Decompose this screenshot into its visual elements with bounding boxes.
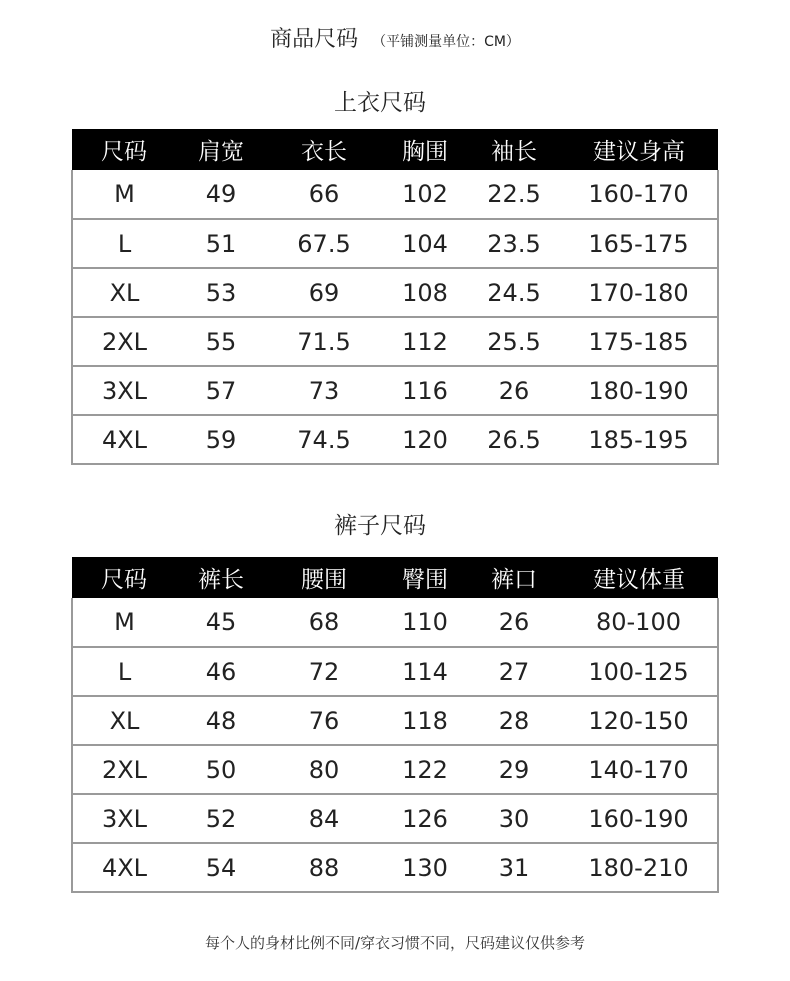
table-cell: 24.5	[468, 268, 560, 317]
column-header: 裤口	[468, 557, 560, 598]
table-cell: 160-190	[560, 794, 718, 843]
table-row	[72, 647, 718, 696]
table-cell: XL	[72, 696, 176, 745]
column-header: 臀围	[382, 557, 468, 598]
table-cell: 88	[266, 843, 382, 892]
table-cell: 116	[382, 366, 468, 415]
table-cell: 26	[468, 598, 560, 647]
table-cell: 28	[468, 696, 560, 745]
table-cell: 175-185	[560, 317, 718, 366]
table-row	[72, 598, 718, 647]
table-cell: 69	[266, 268, 382, 317]
table-row	[72, 794, 718, 843]
page-title	[0, 22, 790, 53]
table-cell: 122	[382, 745, 468, 794]
table-row	[72, 366, 718, 415]
table-cell: 180-190	[560, 366, 718, 415]
table-cell: 74.5	[266, 415, 382, 464]
column-header: 建议体重	[560, 557, 718, 598]
table-cell: 185-195	[560, 415, 718, 464]
table-cell: 102	[382, 170, 468, 219]
table-cell: 76	[266, 696, 382, 745]
table-cell: 57	[176, 366, 266, 415]
pants-size-title: 裤子尺码	[334, 513, 426, 539]
pants-size-table	[71, 557, 719, 893]
table-cell: 59	[176, 415, 266, 464]
table-cell: 170-180	[560, 268, 718, 317]
table-cell: 72	[266, 647, 382, 696]
column-header: 胸围	[382, 129, 468, 170]
unit-note: （平铺测量单位：CM）	[372, 34, 520, 50]
table-cell: 68	[266, 598, 382, 647]
table-cell: 54	[176, 843, 266, 892]
table-cell: M	[72, 598, 176, 647]
table-cell: 30	[468, 794, 560, 843]
table-cell: 23.5	[468, 219, 560, 268]
top-size-title: 上衣尺码	[334, 90, 426, 116]
table-cell: 160-170	[560, 170, 718, 219]
table-cell: 51	[176, 219, 266, 268]
column-header: 建议身高	[560, 129, 718, 170]
table-row	[72, 170, 718, 219]
column-header: 衣长	[266, 129, 382, 170]
footer-note: 每个人的身材比例不同/穿衣习惯不同，尺码建议仅供参考	[204, 934, 586, 952]
table-cell: 4XL	[72, 843, 176, 892]
table-row	[72, 843, 718, 892]
column-header: 裤长	[176, 557, 266, 598]
table-cell: 120-150	[560, 696, 718, 745]
table-cell: 110	[382, 598, 468, 647]
table-cell: 112	[382, 317, 468, 366]
table-cell: 2XL	[72, 317, 176, 366]
table-cell: 104	[382, 219, 468, 268]
table-cell: 55	[176, 317, 266, 366]
table-cell: 45	[176, 598, 266, 647]
table-cell: 46	[176, 647, 266, 696]
table-cell: 67.5	[266, 219, 382, 268]
table-cell: 53	[176, 268, 266, 317]
table-cell: 49	[176, 170, 266, 219]
table-row	[72, 696, 718, 745]
table-cell: XL	[72, 268, 176, 317]
table-cell: 31	[468, 843, 560, 892]
column-header: 腰围	[266, 557, 382, 598]
table-cell: 52	[176, 794, 266, 843]
table-cell: L	[72, 647, 176, 696]
page-title-text: 商品尺码	[270, 27, 359, 52]
table-cell: 180-210	[560, 843, 718, 892]
column-header: 尺码	[72, 129, 176, 170]
table-row	[72, 415, 718, 464]
column-header: 尺码	[72, 557, 176, 598]
table-cell: 26.5	[468, 415, 560, 464]
table-cell: M	[72, 170, 176, 219]
table-cell: 29	[468, 745, 560, 794]
table-cell: 71.5	[266, 317, 382, 366]
table-row	[72, 268, 718, 317]
table-cell: 84	[266, 794, 382, 843]
table-cell: 22.5	[468, 170, 560, 219]
table-header-row	[72, 129, 718, 170]
table-cell: 2XL	[72, 745, 176, 794]
table-cell: 120	[382, 415, 468, 464]
table-cell: 50	[176, 745, 266, 794]
column-header: 肩宽	[176, 129, 266, 170]
table-cell: 126	[382, 794, 468, 843]
table-cell: 100-125	[560, 647, 718, 696]
table-cell: 118	[382, 696, 468, 745]
table-cell: 165-175	[560, 219, 718, 268]
table-cell: 114	[382, 647, 468, 696]
table-cell: 4XL	[72, 415, 176, 464]
table-cell: 3XL	[72, 366, 176, 415]
top-size-table	[71, 129, 719, 465]
table-cell: 66	[266, 170, 382, 219]
table-cell: 140-170	[560, 745, 718, 794]
table-header-row	[72, 557, 718, 598]
table-cell: 48	[176, 696, 266, 745]
table-cell: 27	[468, 647, 560, 696]
table-cell: 80-100	[560, 598, 718, 647]
table-cell: 80	[266, 745, 382, 794]
table-cell: 3XL	[72, 794, 176, 843]
column-header: 袖长	[468, 129, 560, 170]
table-cell: 73	[266, 366, 382, 415]
table-row	[72, 745, 718, 794]
table-cell: 108	[382, 268, 468, 317]
table-row	[72, 317, 718, 366]
table-cell: L	[72, 219, 176, 268]
table-cell: 26	[468, 366, 560, 415]
table-row	[72, 219, 718, 268]
table-cell: 25.5	[468, 317, 560, 366]
table-cell: 130	[382, 843, 468, 892]
